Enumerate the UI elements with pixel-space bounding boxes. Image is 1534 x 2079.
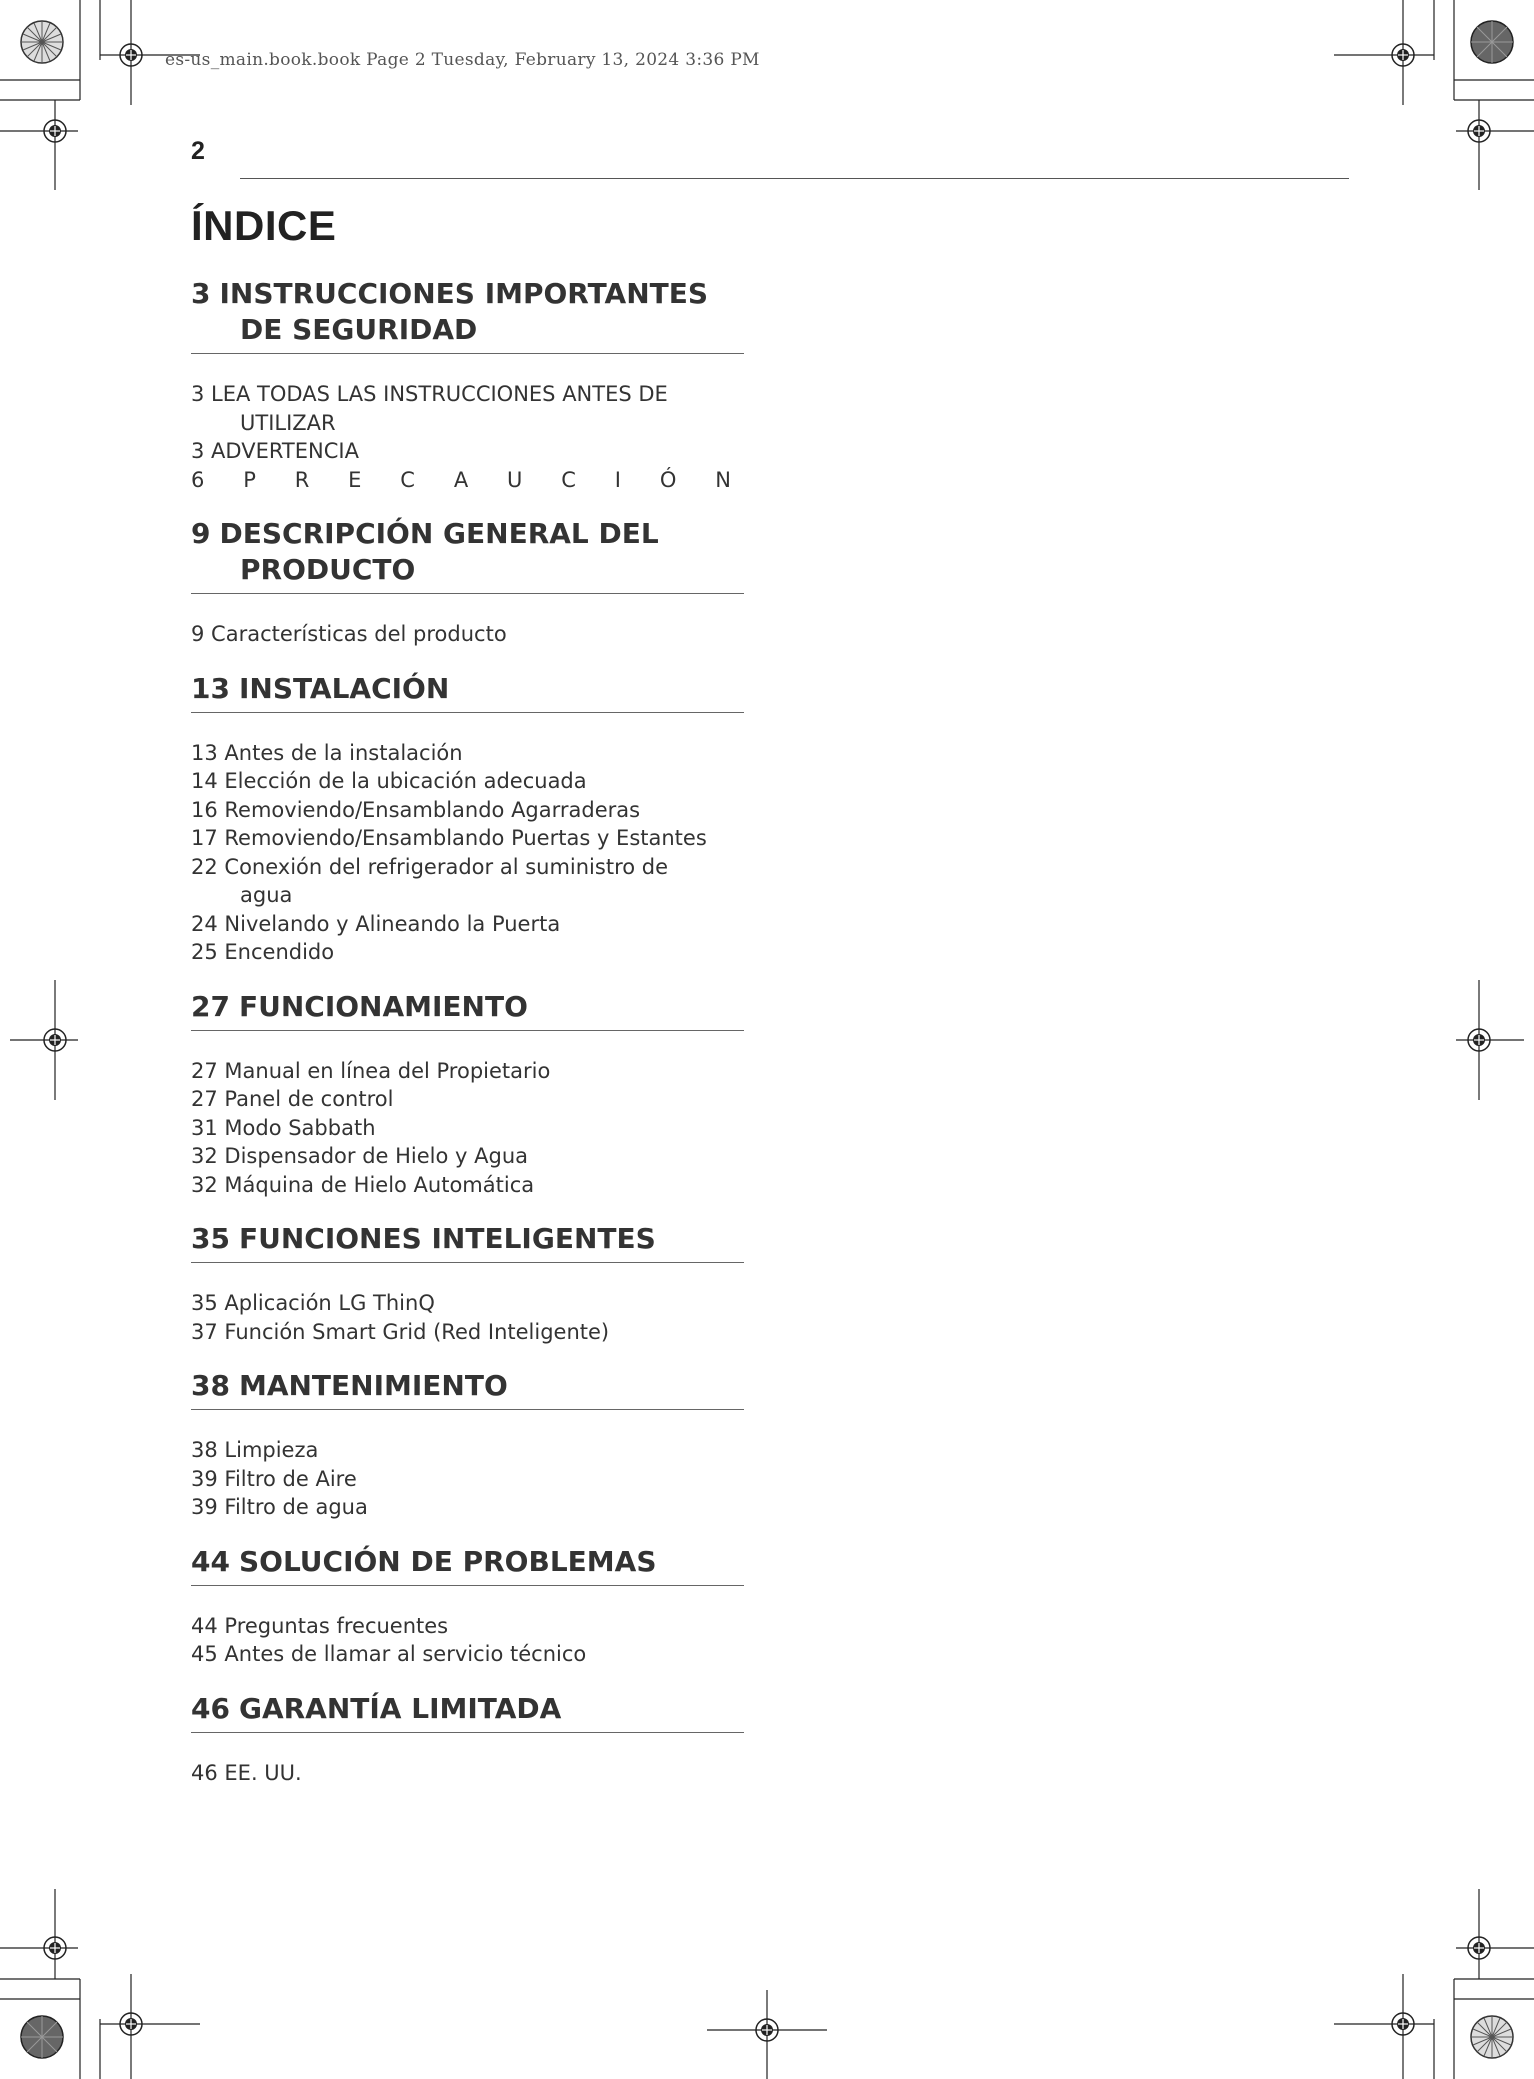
entry-page-number: 44 <box>191 1613 225 1638</box>
section-heading[interactable] <box>191 1544 744 1586</box>
section-heading-line <box>191 1221 744 1257</box>
section-heading-line <box>191 552 744 588</box>
entry-page-number: 27 <box>191 1087 225 1111</box>
entry-line <box>191 437 744 466</box>
toc-entry[interactable] <box>191 767 744 796</box>
entry-title: Filtro de agua <box>224 1495 368 1519</box>
entry-title: Manual en línea del Propietario <box>224 1058 551 1083</box>
section-entries <box>191 380 744 494</box>
entry-line <box>191 938 744 967</box>
section-heading-line <box>191 516 744 552</box>
table-of-contents <box>191 198 744 1787</box>
section-heading[interactable] <box>191 516 744 594</box>
section-page-number: 27 <box>191 989 230 1023</box>
entry-line <box>191 767 744 796</box>
toc-entry[interactable] <box>191 437 744 466</box>
entry-page-number: 6 <box>191 467 205 492</box>
toc-entry[interactable] <box>191 853 744 910</box>
section-page-number: 46 <box>191 1691 230 1725</box>
entry-title: Aplicación LG ThinQ <box>224 1291 435 1315</box>
section-entries <box>191 1289 744 1346</box>
section-title: DE SEGURIDAD <box>240 313 478 346</box>
section-title: INSTALACIÓN <box>238 671 450 705</box>
entry-page-number: 25 <box>191 940 225 964</box>
section-entries <box>191 1612 744 1669</box>
entry-title: Características del producto <box>211 622 507 646</box>
section-heading[interactable] <box>191 1691 744 1733</box>
toc-title: ÍNDICE <box>191 202 337 249</box>
entry-title: Función Smart Grid (Red Inteligente) <box>224 1319 610 1344</box>
section-heading[interactable] <box>191 989 744 1031</box>
entry-page-number: 14 <box>191 769 225 793</box>
entry-letter: N <box>715 467 731 492</box>
entry-title: Panel de control <box>224 1087 394 1111</box>
section-entries <box>191 1057 744 1200</box>
section-title: DESCRIPCIÓN GENERAL DEL <box>219 517 659 550</box>
toc-entry[interactable] <box>191 739 744 768</box>
section-heading-line <box>191 1544 744 1580</box>
entry-page-number: 35 <box>191 1291 225 1315</box>
toc-entry[interactable] <box>191 1142 744 1171</box>
toc-entry[interactable] <box>191 1171 744 1200</box>
section-heading[interactable] <box>191 671 744 713</box>
section-heading-line <box>191 671 744 707</box>
toc-entry-spaced <box>191 466 731 495</box>
entry-letter: I <box>614 467 621 492</box>
section-page-number: 3 <box>191 277 211 310</box>
entry-page-number: 32 <box>191 1144 225 1168</box>
toc-entry[interactable] <box>191 1465 744 1494</box>
entry-line <box>191 380 744 409</box>
entry-line <box>191 1640 744 1669</box>
entry-title: agua <box>240 883 293 907</box>
toc-section <box>191 1544 744 1669</box>
entry-title: ADVERTENCIA <box>211 439 359 463</box>
section-entries <box>191 620 744 649</box>
toc-section <box>191 276 744 494</box>
section-entries <box>191 739 744 967</box>
toc-sections <box>191 276 744 1787</box>
section-title: FUNCIONAMIENTO <box>238 989 528 1023</box>
toc-entry[interactable] <box>191 620 744 649</box>
entry-letter: C <box>561 467 576 492</box>
section-page-number: 9 <box>191 517 211 550</box>
entry-title: Removiendo/Ensamblando Puertas y Estantes <box>224 826 707 850</box>
entry-line <box>191 853 744 882</box>
toc-section <box>191 671 744 967</box>
toc-entry[interactable] <box>191 1318 744 1347</box>
entry-page-number: 31 <box>191 1115 225 1140</box>
entry-page-number: 22 <box>191 854 225 879</box>
entry-line <box>191 739 744 768</box>
section-entries <box>191 1759 744 1788</box>
entry-title: Conexión del refrigerador al suministro de <box>224 854 669 879</box>
section-page-number: 13 <box>191 671 230 705</box>
entry-letter: Ó <box>659 467 677 492</box>
section-title: FUNCIONES INTELIGENTES <box>238 1222 656 1255</box>
entry-title: Preguntas frecuentes <box>224 1613 449 1638</box>
entry-line <box>191 1318 744 1347</box>
entry-page-number: 3 <box>191 382 212 406</box>
section-page-number: 38 <box>191 1369 230 1402</box>
section-entries <box>191 1436 744 1522</box>
toc-entry[interactable] <box>191 380 744 437</box>
section-heading-line <box>191 312 744 348</box>
entry-title: Filtro de Aire <box>224 1466 357 1491</box>
entry-page-number: 9 <box>191 622 212 646</box>
toc-entry[interactable] <box>191 1085 744 1114</box>
entry-line <box>191 1465 744 1494</box>
entry-line <box>191 409 744 438</box>
section-title: PRODUCTO <box>240 553 416 586</box>
entry-letter: U <box>507 467 523 492</box>
entry-page-number: 17 <box>191 826 225 850</box>
entry-letter: R <box>294 467 310 492</box>
section-title: GARANTÍA LIMITADA <box>238 1691 562 1725</box>
entry-line <box>191 1114 744 1143</box>
entry-page-number: 32 <box>191 1172 225 1197</box>
entry-line <box>191 1289 744 1318</box>
section-page-number: 44 <box>191 1544 230 1578</box>
section-heading[interactable] <box>191 1221 744 1263</box>
print-slug: es-us_main.book.book Page 2 Tuesday, February 13, 2024 3:36 PM <box>165 50 760 70</box>
entry-letter: C <box>400 467 415 492</box>
entry-line <box>191 1759 744 1788</box>
toc-entry[interactable] <box>191 1114 744 1143</box>
toc-entry[interactable] <box>191 1289 744 1318</box>
entry-title: Dispensador de Hielo y Agua <box>224 1144 529 1168</box>
page-number: 2 <box>191 137 205 165</box>
toc-entry[interactable] <box>191 1493 744 1522</box>
entry-title: Removiendo/Ensamblando Agarraderas <box>224 797 641 822</box>
toc-section <box>191 1691 744 1788</box>
entry-title: Antes de llamar al servicio técnico <box>224 1642 587 1666</box>
entry-page-number: 27 <box>191 1058 225 1083</box>
entry-page-number: 45 <box>191 1642 225 1666</box>
toc-entry[interactable] <box>191 796 744 825</box>
entry-page-number: 39 <box>191 1495 225 1519</box>
entry-title: Nivelando y Alineando la Puerta <box>224 911 561 936</box>
entry-line <box>191 881 744 910</box>
entry-letter: E <box>348 467 362 492</box>
entry-line <box>191 1142 744 1171</box>
entry-title: Máquina de Hielo Automática <box>224 1172 535 1197</box>
section-heading-line <box>191 276 744 312</box>
entry-title: Antes de la instalación <box>224 740 463 765</box>
toc-section <box>191 989 744 1200</box>
section-title: INSTRUCCIONES IMPORTANTES <box>219 277 709 310</box>
toc-entry[interactable] <box>191 938 744 967</box>
toc-entry[interactable] <box>191 1612 744 1641</box>
toc-entry[interactable] <box>191 910 744 939</box>
entry-title: UTILIZAR <box>240 410 336 435</box>
entry-letter: P <box>243 467 256 492</box>
entry-title: LEA TODAS LAS INSTRUCCIONES ANTES DE <box>211 382 668 406</box>
toc-entry[interactable] <box>191 824 744 853</box>
toc-entry[interactable] <box>191 1759 744 1788</box>
entry-title: Modo Sabbath <box>224 1115 376 1140</box>
entry-title: Elección de la ubicación adecuada <box>224 769 587 793</box>
toc-section <box>191 1368 744 1522</box>
entry-title: Encendido <box>224 940 335 964</box>
entry-page-number: 39 <box>191 1466 225 1491</box>
entry-page-number: 3 <box>191 439 212 463</box>
entry-line <box>191 1493 744 1522</box>
toc-section <box>191 516 744 649</box>
entry-line <box>191 824 744 853</box>
header-rule <box>240 178 1349 179</box>
entry-page-number: 46 <box>191 1760 225 1785</box>
entry-page-number: 24 <box>191 911 225 936</box>
section-heading-line <box>191 989 744 1025</box>
section-heading[interactable] <box>191 1368 744 1410</box>
entry-line <box>191 1171 744 1200</box>
entry-line <box>191 1436 744 1465</box>
toc-entry[interactable] <box>191 1436 744 1465</box>
entry-title: Limpieza <box>224 1438 319 1462</box>
entry-letter: A <box>453 467 469 492</box>
entry-page-number: 16 <box>191 797 225 822</box>
entry-page-number: 37 <box>191 1319 225 1344</box>
toc-entry[interactable] <box>191 1640 744 1669</box>
entry-line <box>191 620 744 649</box>
entry-line <box>191 1612 744 1641</box>
toc-entry[interactable] <box>191 1057 744 1086</box>
entry-page-number: 38 <box>191 1438 225 1462</box>
toc-section <box>191 1221 744 1346</box>
section-page-number: 35 <box>191 1222 230 1255</box>
entry-line <box>191 910 744 939</box>
toc-entry[interactable] <box>191 466 744 495</box>
section-heading-line <box>191 1691 744 1727</box>
section-title: SOLUCIÓN DE PROBLEMAS <box>238 1544 657 1578</box>
entry-title: EE. UU. <box>224 1760 302 1785</box>
entry-line <box>191 1085 744 1114</box>
entry-line <box>191 1057 744 1086</box>
section-title: MANTENIMIENTO <box>238 1369 508 1402</box>
entry-page-number: 13 <box>191 740 225 765</box>
section-heading-line <box>191 1368 744 1404</box>
entry-line <box>191 796 744 825</box>
section-heading[interactable] <box>191 276 744 354</box>
